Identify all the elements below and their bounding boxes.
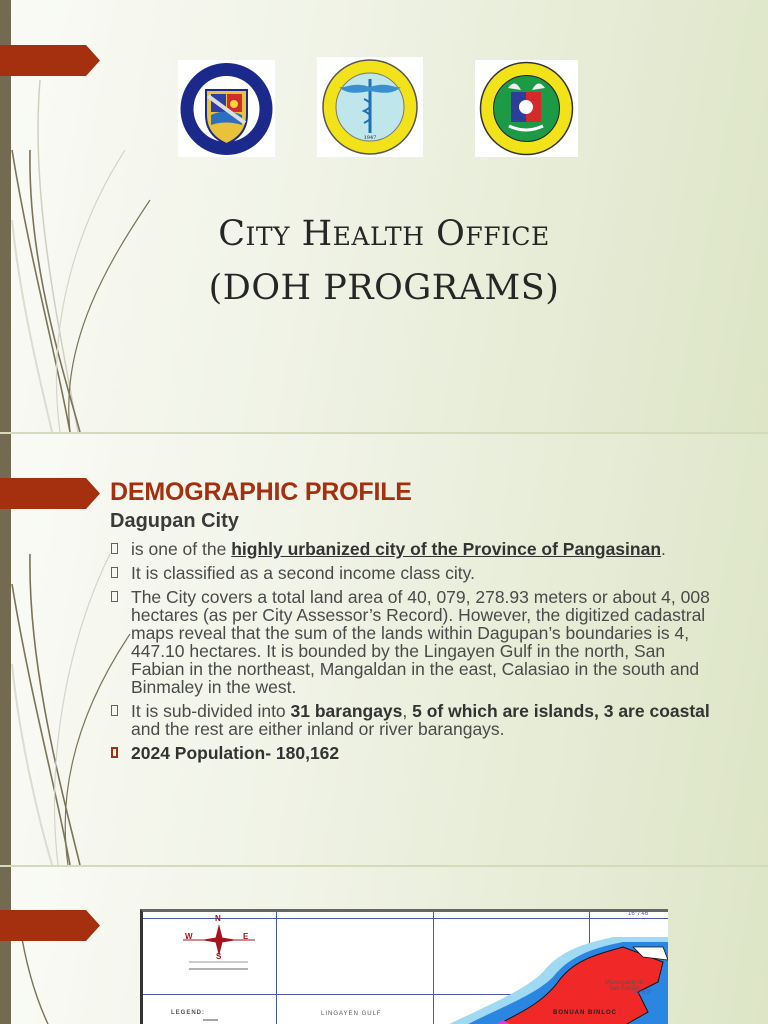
- red-arrow-banner: [0, 910, 100, 941]
- square-bullet-icon: [111, 705, 118, 716]
- list-item: It is classified as a second income class city.: [110, 564, 720, 582]
- compass-west-label: W: [185, 932, 193, 941]
- square-bullet-icon: [111, 543, 118, 554]
- slide-demographic-profile: [0, 434, 768, 865]
- map-shapes: [143, 912, 668, 1024]
- neighbor-label-1: Municipality of: [605, 980, 644, 986]
- left-accent-bar: [0, 867, 11, 1024]
- lingayen-gulf-label: LINGAYEN GULF: [321, 1011, 382, 1017]
- slide-title: [0, 0, 768, 432]
- compass-south-label: S: [216, 952, 222, 961]
- square-bullet-icon: [111, 591, 118, 602]
- list-item-population: 2024 Population- 180,162: [110, 744, 720, 762]
- doh-seal-logo: [475, 60, 578, 157]
- compass-east-label: E: [243, 932, 249, 941]
- square-bullet-icon: [111, 567, 118, 578]
- red-arrow-banner: [0, 45, 100, 76]
- city-seal-logo: [178, 60, 275, 157]
- map-legend-label: LEGEND:: [171, 1010, 205, 1016]
- bullet-list: [110, 540, 720, 768]
- svg-text:1947: 1947: [363, 135, 377, 141]
- compass-north-label: N: [215, 914, 221, 923]
- section-subheading: Dagupan City: [110, 510, 239, 532]
- list-item: The City covers a total land area of 40, 079, 278.93 meters or about 4, 008 hectares (as per City Assessor’s Record). However, the digitized cadastral maps reveal that the sum of the lands within Dagupan’s boundaries is 4, 447.10 hectares. It is bounded by the Lingayen Gulf in the north, San Fabian in the northeast, Mangaldan in the east, Calasiao in the south and Binmaley in the west.: [110, 588, 720, 696]
- neighbor-label-2: San Fabian: [609, 986, 640, 992]
- list-item: is one of the highly urbanized city of the Province of Pangasinan.: [110, 540, 720, 558]
- slide-map: [0, 867, 768, 1024]
- square-bullet-icon: [111, 747, 118, 758]
- barangay-label: BONUAN BINLOC: [553, 1010, 617, 1016]
- coordinate-top-label: 16°7'46": [628, 911, 651, 917]
- section-heading: DEMOGRAPHIC PROFILE: [110, 478, 412, 506]
- list-item: It is sub-divided into 31 barangays, 5 of which are islands, 3 are coastal and the rest are either inland or river barangays.: [110, 702, 720, 738]
- title-line-2: (DOH PROGRAMS): [208, 268, 560, 308]
- city-health-office-logo: [317, 57, 423, 157]
- title-line-1: City Health Office: [218, 214, 550, 254]
- dagupan-city-map: [140, 909, 668, 1024]
- coordinate-mid-label: 16°6'3": [633, 990, 653, 996]
